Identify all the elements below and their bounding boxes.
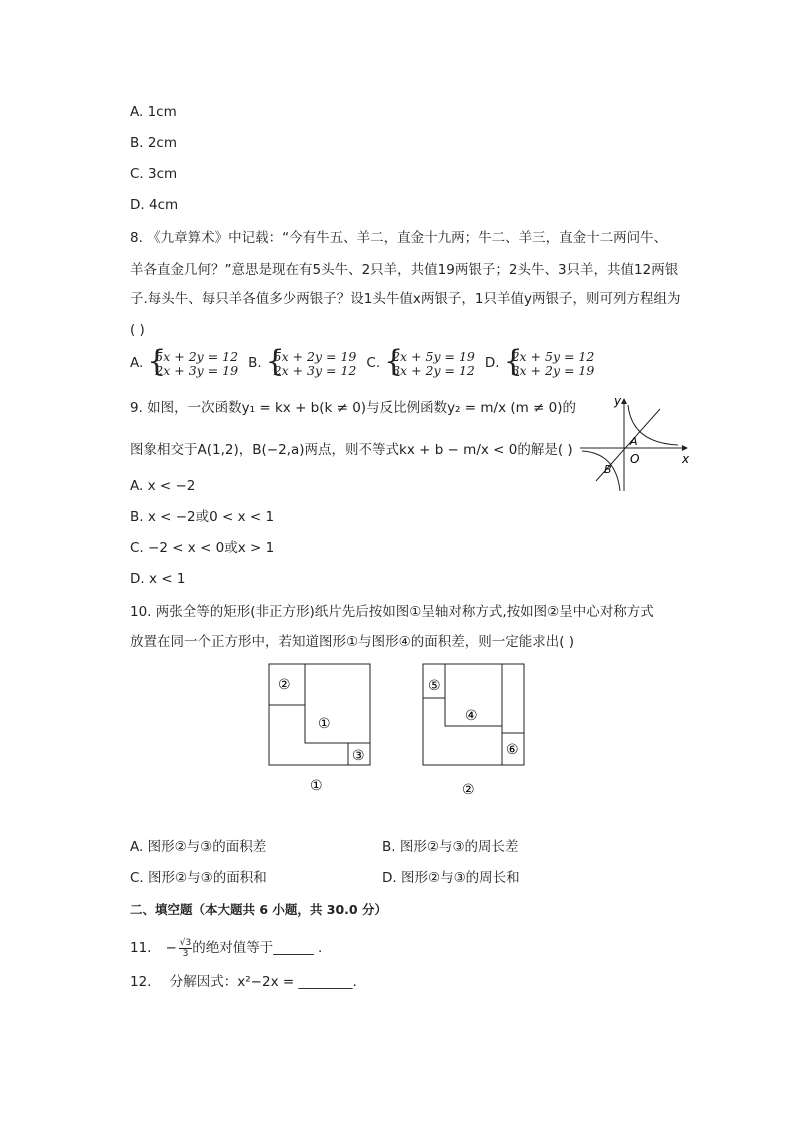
eq-1: 2x + 5y = 12 [511, 349, 595, 364]
figure-1-caption: ① [310, 778, 323, 794]
eq-1: 5x + 2y = 12 [155, 349, 239, 364]
q10-option-c: C. 图形②与③的面积和 [130, 870, 267, 886]
equation-system: { 2x + 5y = 12 3x + 2y = 19 [503, 344, 595, 379]
q9-line-1: 9. 如图，一次函数y₁ = kx + b(k ≠ 0)与反比例函数y₂ = m/x (m ≠ 0)的 [130, 400, 577, 416]
q8-line-4: ( ) [130, 322, 145, 338]
q10-option-b: B. 图形②与③的周长差 [382, 839, 519, 855]
figure-2-caption: ② [462, 782, 475, 798]
equation-system: { 2x + 5y = 19 3x + 2y = 12 [384, 344, 475, 379]
option-label: D. [484, 355, 500, 372]
option-label: B. [248, 355, 262, 372]
q10-option-a: A. 图形②与③的面积差 [130, 839, 267, 855]
q7-option-b: B. 2cm [130, 135, 178, 151]
point-a-label: A [630, 435, 638, 448]
q9-function-graph [578, 393, 694, 493]
q7-option-a: A. 1cm [130, 104, 177, 120]
eq-2: 3x + 2y = 12 [392, 363, 475, 378]
q11 [130, 938, 322, 959]
q9-option-d: D. x < 1 [130, 571, 186, 587]
eq-2: 2x + 3y = 19 [155, 363, 239, 378]
origin-label: O [630, 452, 640, 466]
region-6-label: ⑥ [506, 742, 519, 758]
q11-number: 11. [130, 939, 152, 956]
q9-option-c: C. −2 < x < 0或x > 1 [130, 540, 275, 556]
q10-figure-2 [420, 660, 530, 800]
numerator-sqrt3: √3 [179, 938, 192, 948]
minus-sign: − [165, 939, 177, 956]
hyperbola-branch-2 [582, 451, 620, 491]
q11-expression [165, 938, 192, 959]
q9-line-2: 图象相交于A(1,2)，B(−2,a)两点，则不等式kx + b − m/x < 0的解是( ) [130, 442, 573, 458]
equation-system: { 5x + 2y = 12 2x + 3y = 19 [147, 344, 239, 379]
q8-option-d [484, 344, 595, 379]
y-axis-label: y [614, 394, 622, 408]
region-4-label: ④ [465, 708, 478, 724]
x-axis-label: x [682, 452, 690, 466]
q7-option-d: D. 4cm [130, 197, 179, 213]
q11-text: 的绝对值等于______ . [192, 939, 323, 956]
q8-option-a [130, 344, 239, 379]
region-2-label: ② [278, 677, 291, 693]
q12-text: 分解因式：x²−2x = ________. [169, 974, 357, 990]
q9-option-b: B. x < −2或0 < x < 1 [130, 509, 275, 525]
region-1-label: ① [318, 716, 331, 732]
eq-2: 2x + 3y = 12 [273, 363, 357, 378]
eq-1: 2x + 5y = 19 [392, 349, 475, 364]
q12 [130, 976, 357, 990]
q8-option-b [248, 344, 357, 379]
section-heading: 二、填空题（本大题共 6 小题，共 30.0 分） [130, 902, 387, 917]
q7-option-c: C. 3cm [130, 166, 178, 182]
q8-line-2: 羊各直金几何？”意思是现在有5头牛、2只羊，共值19两银子；2头牛、3只羊，共值12两银 [130, 262, 679, 278]
region-3-label: ③ [352, 748, 365, 764]
q10-line-1: 10. 两张全等的矩形(非正方形)纸片先后按如图①呈轴对称方式,按如图②呈中心对称方式 [130, 604, 654, 620]
equation-system: { 5x + 2y = 19 2x + 3y = 12 [265, 344, 357, 379]
eq-1: 5x + 2y = 19 [273, 349, 357, 364]
q12-number: 12. [130, 974, 152, 990]
x-axis-arrow [682, 445, 688, 451]
rect-border [305, 705, 348, 765]
y-axis-arrow [621, 398, 627, 404]
region-5-label: ⑤ [428, 678, 441, 694]
fraction [179, 938, 192, 959]
q8-options [130, 344, 604, 379]
point-b-label: B [604, 463, 612, 476]
q8-line-1: 8. 《九章算术》中记载：“今有牛五、羊二，直金十九两；牛二、羊三，直金十二两问牛、 [130, 230, 668, 246]
eq-2: 3x + 2y = 19 [511, 363, 595, 378]
q8-line-3: 子.每头牛、每只羊各值多少两银子？设1头牛值x两银子，1只羊值y两银子，则可列方程组为 [130, 291, 681, 307]
option-label: C. [366, 355, 381, 372]
q9-option-a: A. x < −2 [130, 478, 196, 494]
option-label: A. [130, 355, 144, 372]
q8-option-c [366, 344, 475, 379]
q10-figure-1 [266, 660, 376, 800]
q10-line-2: 放置在同一个正方形中，若知道图形①与图形④的面积差，则一定能求出( ) [130, 634, 575, 650]
q10-option-d: D. 图形②与③的周长和 [382, 870, 520, 886]
denominator-3: 3 [182, 949, 189, 959]
